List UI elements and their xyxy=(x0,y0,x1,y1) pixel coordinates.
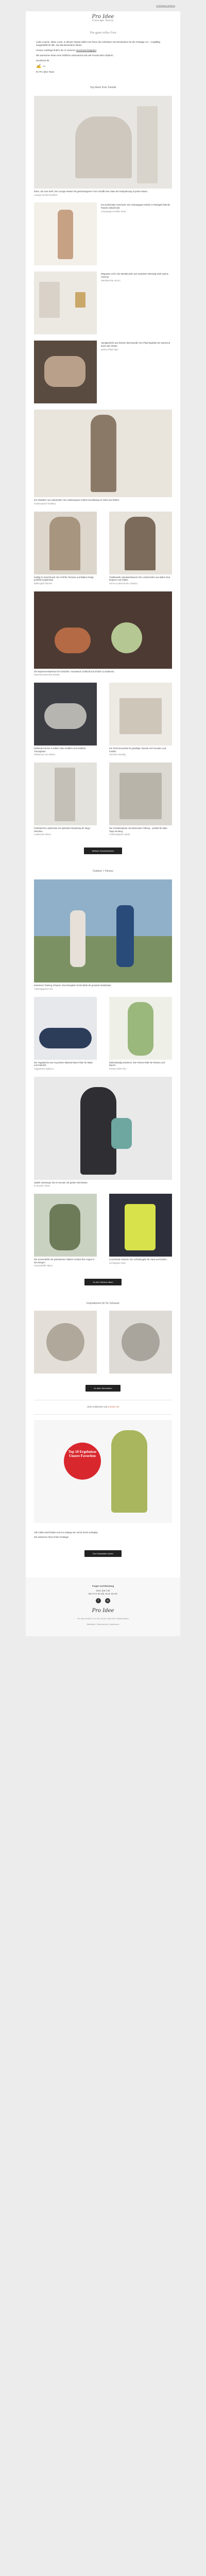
promo-badge: Top 10 Ergebnisse Unsere Favoriten xyxy=(64,1443,101,1480)
product-card[interactable] xyxy=(26,96,180,196)
footer-hours: Mo–Fr 8–20 Uhr, Sa 9–16 Uhr xyxy=(88,1592,118,1595)
product-image[interactable] xyxy=(109,762,172,825)
footer xyxy=(26,1578,180,1636)
brand-logo[interactable] xyxy=(26,11,180,29)
product-text: Federleichte Laufschuhe mit optimaler Dämpfung für lange Strecken. Laufschuh AirRun xyxy=(34,827,90,836)
product-row xyxy=(26,1311,180,1374)
social-icons xyxy=(34,1598,172,1603)
product-caption: Intensives Training zuhause: Das kompakte Gerät stärkt die gesamte Muskulatur. Trainingsgerät Core xyxy=(34,984,112,990)
product-image[interactable] xyxy=(34,410,172,497)
instagram-icon[interactable]: ◎ xyxy=(105,1598,110,1603)
product-card[interactable] xyxy=(109,1311,172,1374)
product-image[interactable] xyxy=(34,1077,172,1180)
product-text: Elegantes Licht: Die Wandleuchte aus massivem Messing setzt warme Akzente. Wandleuchte Aurum xyxy=(101,273,169,282)
intro-paragraph-2: Unsere Lieblinge finden Sie in unserem Geschenk-Ratgeber xyxy=(36,48,97,52)
product-row xyxy=(26,997,180,1071)
product-text: Traditionelle Handwerkskunst: Die Lederschuhe aus Italien sind bequem und zeitlos. Herren-Lederschuhe Classico xyxy=(109,575,170,585)
product-image[interactable] xyxy=(34,591,172,669)
product-image[interactable] xyxy=(34,683,97,745)
footer-phone[interactable]: 0241 109 1 92 xyxy=(96,1589,110,1592)
product-text: Bodenständig trainieren: Die Fitness-Rolle für Rücken und Bauch. Fitness-Rolle Flex xyxy=(109,1061,165,1070)
product-image[interactable] xyxy=(34,1311,97,1374)
product-card[interactable] xyxy=(26,272,180,334)
product-card[interactable] xyxy=(34,1311,97,1374)
product-image[interactable] xyxy=(34,762,97,825)
more-home-button[interactable]: Zu allen Wohnideen xyxy=(85,1385,121,1392)
section-title-top: Top Ideen Ihrer Familie xyxy=(90,86,116,90)
footer-logo[interactable]: Pro Idee xyxy=(92,1608,114,1614)
more-outdoor-button[interactable]: Zu den Outdoor-Ideen xyxy=(84,1279,121,1285)
product-image[interactable] xyxy=(109,1194,172,1257)
more-gifts-button[interactable]: Weitere Geschenkideen xyxy=(84,848,123,854)
product-card[interactable] xyxy=(109,512,172,585)
brand-subtitle: Concept Store xyxy=(92,20,114,22)
product-caption: Ruhe, die man sieht: Der Lounge-Sessel mit geschwungener Form schafft eine Oase der Entspannung in jedem Raum. Lounge-Sessel Nordlicht xyxy=(34,190,148,196)
product-card[interactable] xyxy=(26,879,180,990)
footer-address: Pro Idee GmbH & Co. KG, Auf der Hüls 205, 52068 Aachen xyxy=(77,1617,129,1620)
product-card[interactable] xyxy=(26,202,180,265)
product-card[interactable] xyxy=(109,683,172,756)
product-image[interactable] xyxy=(34,997,97,1060)
product-text: Ein Tisch-Ensemble für gesellige Abende mit Freunden und Familie. Tischset Gesellig xyxy=(109,747,166,756)
product-card[interactable] xyxy=(109,1194,172,1267)
archive-button[interactable]: Zum Newsletter-Archiv xyxy=(84,1550,122,1557)
section-title-bottom: Inspirationen für Ihr Zuhause xyxy=(87,1302,119,1306)
promo-banner[interactable] xyxy=(34,1420,172,1523)
product-card[interactable] xyxy=(109,762,172,836)
shop-line: Jetzt entdecken auf proidee.de xyxy=(87,1405,119,1409)
divider xyxy=(34,1414,172,1415)
product-image[interactable] xyxy=(34,1194,97,1257)
product-card[interactable] xyxy=(34,1194,97,1267)
product-caption: Stylish unterwegs: Der E-Scooter mit großer Reichweite. E-Scooter Urban xyxy=(34,1181,88,1188)
product-card[interactable] xyxy=(34,683,97,756)
intro-name: Ihr Pro-Idee-Team xyxy=(36,71,55,74)
product-row xyxy=(26,512,180,585)
product-card[interactable] xyxy=(34,512,97,585)
product-text: Die Yogatasche aus recyceltem Material bietet Platz für Matte und Zubehör. Yogatasche Balance xyxy=(34,1061,93,1070)
facebook-icon[interactable]: f xyxy=(96,1598,101,1603)
outro-text: Alle Artikel sind limitiert und nur solange der Vorrat reicht verfügbar. Wir wünschen Ihnen frohe Festtage! xyxy=(34,1531,98,1539)
product-text: Ein prickelndes Geschenk: Der Champagner-Kühler in Roségold hält die Flasche stilvoll kühl. Champagner-Kühler Rosé xyxy=(101,204,170,213)
guide-link[interactable]: Geschenk-Ratgeber xyxy=(76,48,97,52)
product-card[interactable] xyxy=(26,591,180,676)
product-image[interactable] xyxy=(109,1311,172,1374)
product-card[interactable] xyxy=(26,410,180,505)
greeting-title: Ein ganz tolles Fest xyxy=(90,31,116,35)
product-text: Kräftig im Geschmack: Der Grill für Terrasse und Balkon bringt perfekte Ergebnisse. Balkongrill Flamme xyxy=(34,575,94,585)
product-card[interactable] xyxy=(34,997,97,1071)
product-image[interactable] xyxy=(34,341,97,403)
product-text: Die Funktionsjacke mit wärmender Füllung – perfekt für kalte Tage am Berg. Funktionsjacke Gipfel xyxy=(109,827,167,836)
product-text: Handgestrickt aus feinster Merinowolle: Der Plaid begleitet Sie wärmend durch den Winter. Merino-Plaid Alpin xyxy=(101,342,170,351)
product-card[interactable] xyxy=(26,1077,180,1188)
product-text: Leuchtende Akzente: Die Lichterkugeln für Haus und Garten. Lichtkugeln Glow xyxy=(109,1258,167,1264)
intro-paragraph-1: Liebe Leserin, lieber Leser, in diesem Monat stellen wir Ihnen die schönsten Geschenkideen für die Festtage vor – sorgfältig ausgewählt für alle, die das Besondere lieben. xyxy=(36,40,160,46)
topbar xyxy=(0,0,206,11)
product-image[interactable] xyxy=(34,272,97,334)
newsletter-body xyxy=(26,11,180,1636)
product-image[interactable] xyxy=(109,683,172,745)
product-card[interactable] xyxy=(26,341,180,403)
intro-paragraph-3: Wir wünschen Ihnen eine fröhliche Adventszeit und viel Freude beim Stöbern. xyxy=(36,54,114,57)
product-image[interactable] xyxy=(34,512,97,574)
view-online-link[interactable]: Im Browser ansehen xyxy=(156,4,175,7)
section-title-middle: Outdoor + Fitness xyxy=(93,870,113,873)
product-text: Die Sonnenbrille mit polarisierten Gläsern schützt Ihre Augen in den Bergen. Sonnenbrille Alpina xyxy=(34,1258,95,1267)
product-image[interactable] xyxy=(34,879,172,982)
product-caption: Die Espresso-Maschine für Genießer: Aromatisch, kraftvoll und einfach zu bedienen. Espressomaschine Barista xyxy=(34,670,115,676)
product-card[interactable] xyxy=(109,997,172,1071)
product-image[interactable] xyxy=(109,997,172,1060)
product-row xyxy=(26,1194,180,1267)
shop-link[interactable]: proidee.de xyxy=(108,1405,119,1409)
product-image[interactable] xyxy=(34,96,172,189)
product-caption: Ein Klassiker neu interpretiert: Die Outdoorjacke schützt zuverlässig vor Wind und Wetter. Outdoorjacke Nordkap xyxy=(34,499,120,505)
product-image[interactable] xyxy=(34,202,97,265)
signature: ✍ ~ xyxy=(36,64,46,69)
intro-closing: Herzlichst Ihr xyxy=(36,59,49,62)
footer-links[interactable]: Abmelden | Datenschutz | Impressum xyxy=(87,1623,119,1625)
product-row xyxy=(26,683,180,756)
intro-text xyxy=(26,41,180,74)
footer-heading: Fragen und Beratung xyxy=(92,1585,114,1588)
product-row xyxy=(26,762,180,836)
product-card[interactable] xyxy=(34,762,97,836)
brand-script: Pro Idee xyxy=(92,14,114,20)
product-text: Duftende Kerzen in edlem Glas schaffen eine festliche Atmosphäre. Duftkerzen-Set Winter xyxy=(34,747,86,756)
product-image[interactable] xyxy=(109,512,172,574)
